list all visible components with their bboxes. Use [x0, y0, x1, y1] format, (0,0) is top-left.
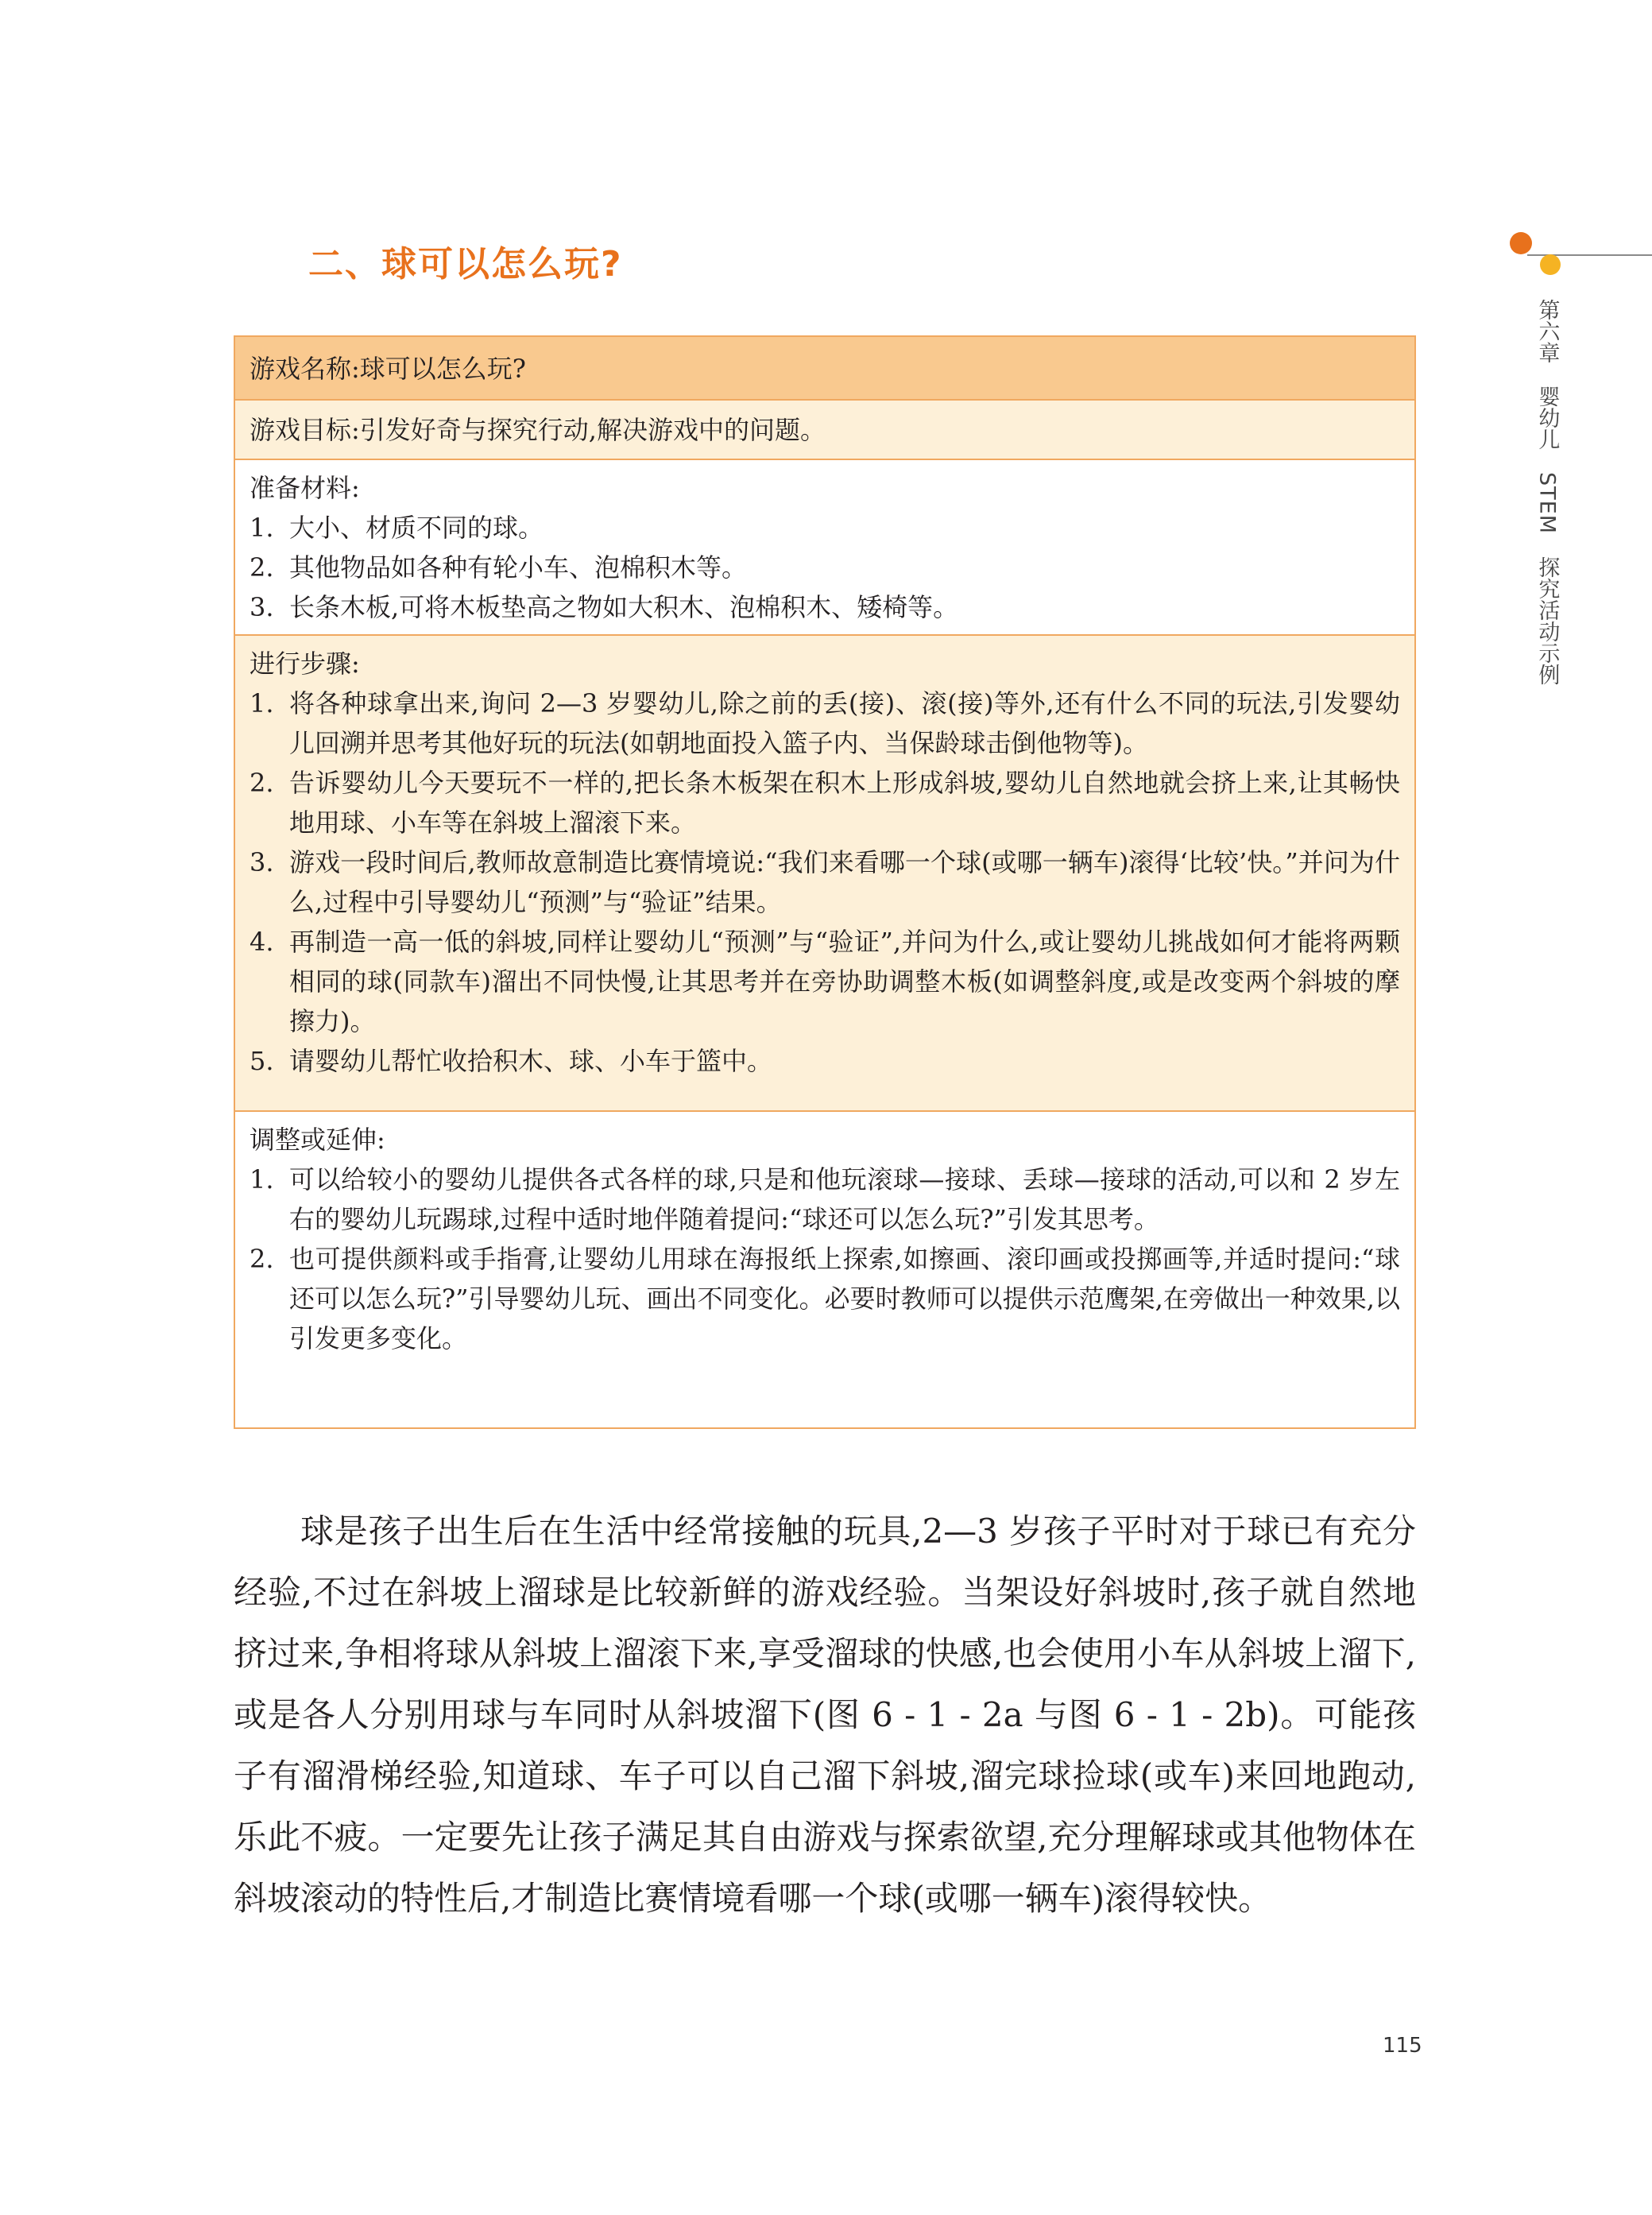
- list-item: 1. 可以给较小的婴幼儿提供各式各样的球,只是和他玩滚球—接球、丢球—接球的活动,可以和 2 岁左右的婴幼儿玩踢球,过程中适时地伴随着提问:“球还可以怎么玩?”引发其思考。: [250, 1164, 1400, 1234]
- materials-list: [250, 508, 1400, 627]
- book-title-part-c: 探究活动示例: [1534, 556, 1560, 685]
- list-item: 2. 其他物品如各种有轮小车、泡棉积木等。: [250, 552, 748, 583]
- chapter-label: [1534, 299, 1559, 685]
- list-item: 1. 大小、材质不同的球。: [250, 513, 544, 543]
- steps-list: [250, 683, 1400, 1081]
- extension-section: [235, 1112, 1414, 1427]
- body-text: [234, 1501, 1416, 1929]
- section-title: 二、球可以怎么玩?: [308, 244, 623, 285]
- materials-heading: 准备材料:: [250, 473, 360, 503]
- game-name: 游戏名称:球可以怎么玩?: [235, 337, 1414, 401]
- game-goal: 游戏目标:引发好奇与探究行动,解决游戏中的问题。: [235, 401, 1414, 460]
- extension-list: [250, 1160, 1400, 1358]
- steps-heading: 进行步骤:: [250, 649, 360, 679]
- list-item: 5. 请婴幼儿帮忙收拾积木、球、小车于篮中。: [250, 1046, 773, 1076]
- list-item: 3. 游戏一段时间后,教师故意制造比赛情境说:“我们来看哪一个球(或哪一辆车)滚得‘比较’快。”并问为什么,过程中引导婴幼儿“预测”与“验证”结果。: [250, 847, 1400, 917]
- list-item: 1. 将各种球拿出来,询问 2—3 岁婴幼儿,除之前的丢(接)、滚(接)等外,还有什么不同的玩法,引发婴幼儿回溯并思考其他好玩的玩法(如朝地面投入篮子内、当保龄球击倒他物等)。: [250, 688, 1400, 758]
- extension-heading: 调整或延伸:: [250, 1125, 385, 1155]
- list-item: 4. 再制造一高一低的斜坡,同样让婴幼儿“预测”与“验证”,并问为什么,或让婴幼儿挑战如何才能将两颗相同的球(同款车)溜出不同快慢,让其思考并在旁协助调整木板(如调整斜度,或是改变两个斜坡的摩擦力)。: [250, 927, 1400, 1036]
- game-card: [234, 335, 1416, 1429]
- body-paragraph: 球是孩子出生后在生活中经常接触的玩具,2—3 岁孩子平时对于球已有充分经验,不过在斜坡上溜球是比较新鲜的游戏经验。当架设好斜坡时,孩子就自然地挤过来,争相将球从斜坡上溜滚下来,享受溜球的快感,也会使用小车从斜坡上溜下,或是各人分别用球与车同时从斜坡溜下(图 6 - 1 - 2a 与图 6 - 1 - 2b)。可能孩子有溜滑梯经验,知道球、车子可以自己溜下斜坡,溜完球捡球(或车)来回地跑动,乐此不疲。一定要先让孩子满足其自由游戏与探索欲望,充分理解球或其他物体在斜坡滚动的特性后,才制造比赛情境看哪一个球(或哪一辆车)滚得较快。: [234, 1512, 1416, 1918]
- chapter-decoration: [1510, 232, 1652, 280]
- list-item: 3. 长条木板,可将木板垫高之物如大积木、泡棉积木、矮椅等。: [250, 592, 959, 622]
- steps-section: [235, 636, 1414, 1112]
- page-number: 115: [1383, 2034, 1422, 2058]
- book-title-part-b: STEM: [1534, 472, 1560, 534]
- list-item: 2. 告诉婴幼儿今天要玩不一样的,把长条木板架在积木上形成斜坡,婴幼儿自然地就会挤上来,让其畅快地用球、小车等在斜坡上溜滚下来。: [250, 768, 1400, 838]
- list-item: 2. 也可提供颜料或手指膏,让婴幼儿用球在海报纸上探索,如擦画、滚印画或投掷画等,并适时提问:“球还可以怎么玩?”引导婴幼儿玩、画出不同变化。必要时教师可以提供示范鹰架,在旁做出一种效果,以引发更多变化。: [250, 1244, 1400, 1353]
- materials-section: [235, 460, 1414, 636]
- yellow-dot-icon: [1540, 254, 1561, 275]
- chapter-number: 第六章: [1534, 299, 1560, 363]
- book-title-part-a: 婴幼儿: [1534, 385, 1560, 450]
- orange-dot-icon: [1510, 232, 1532, 254]
